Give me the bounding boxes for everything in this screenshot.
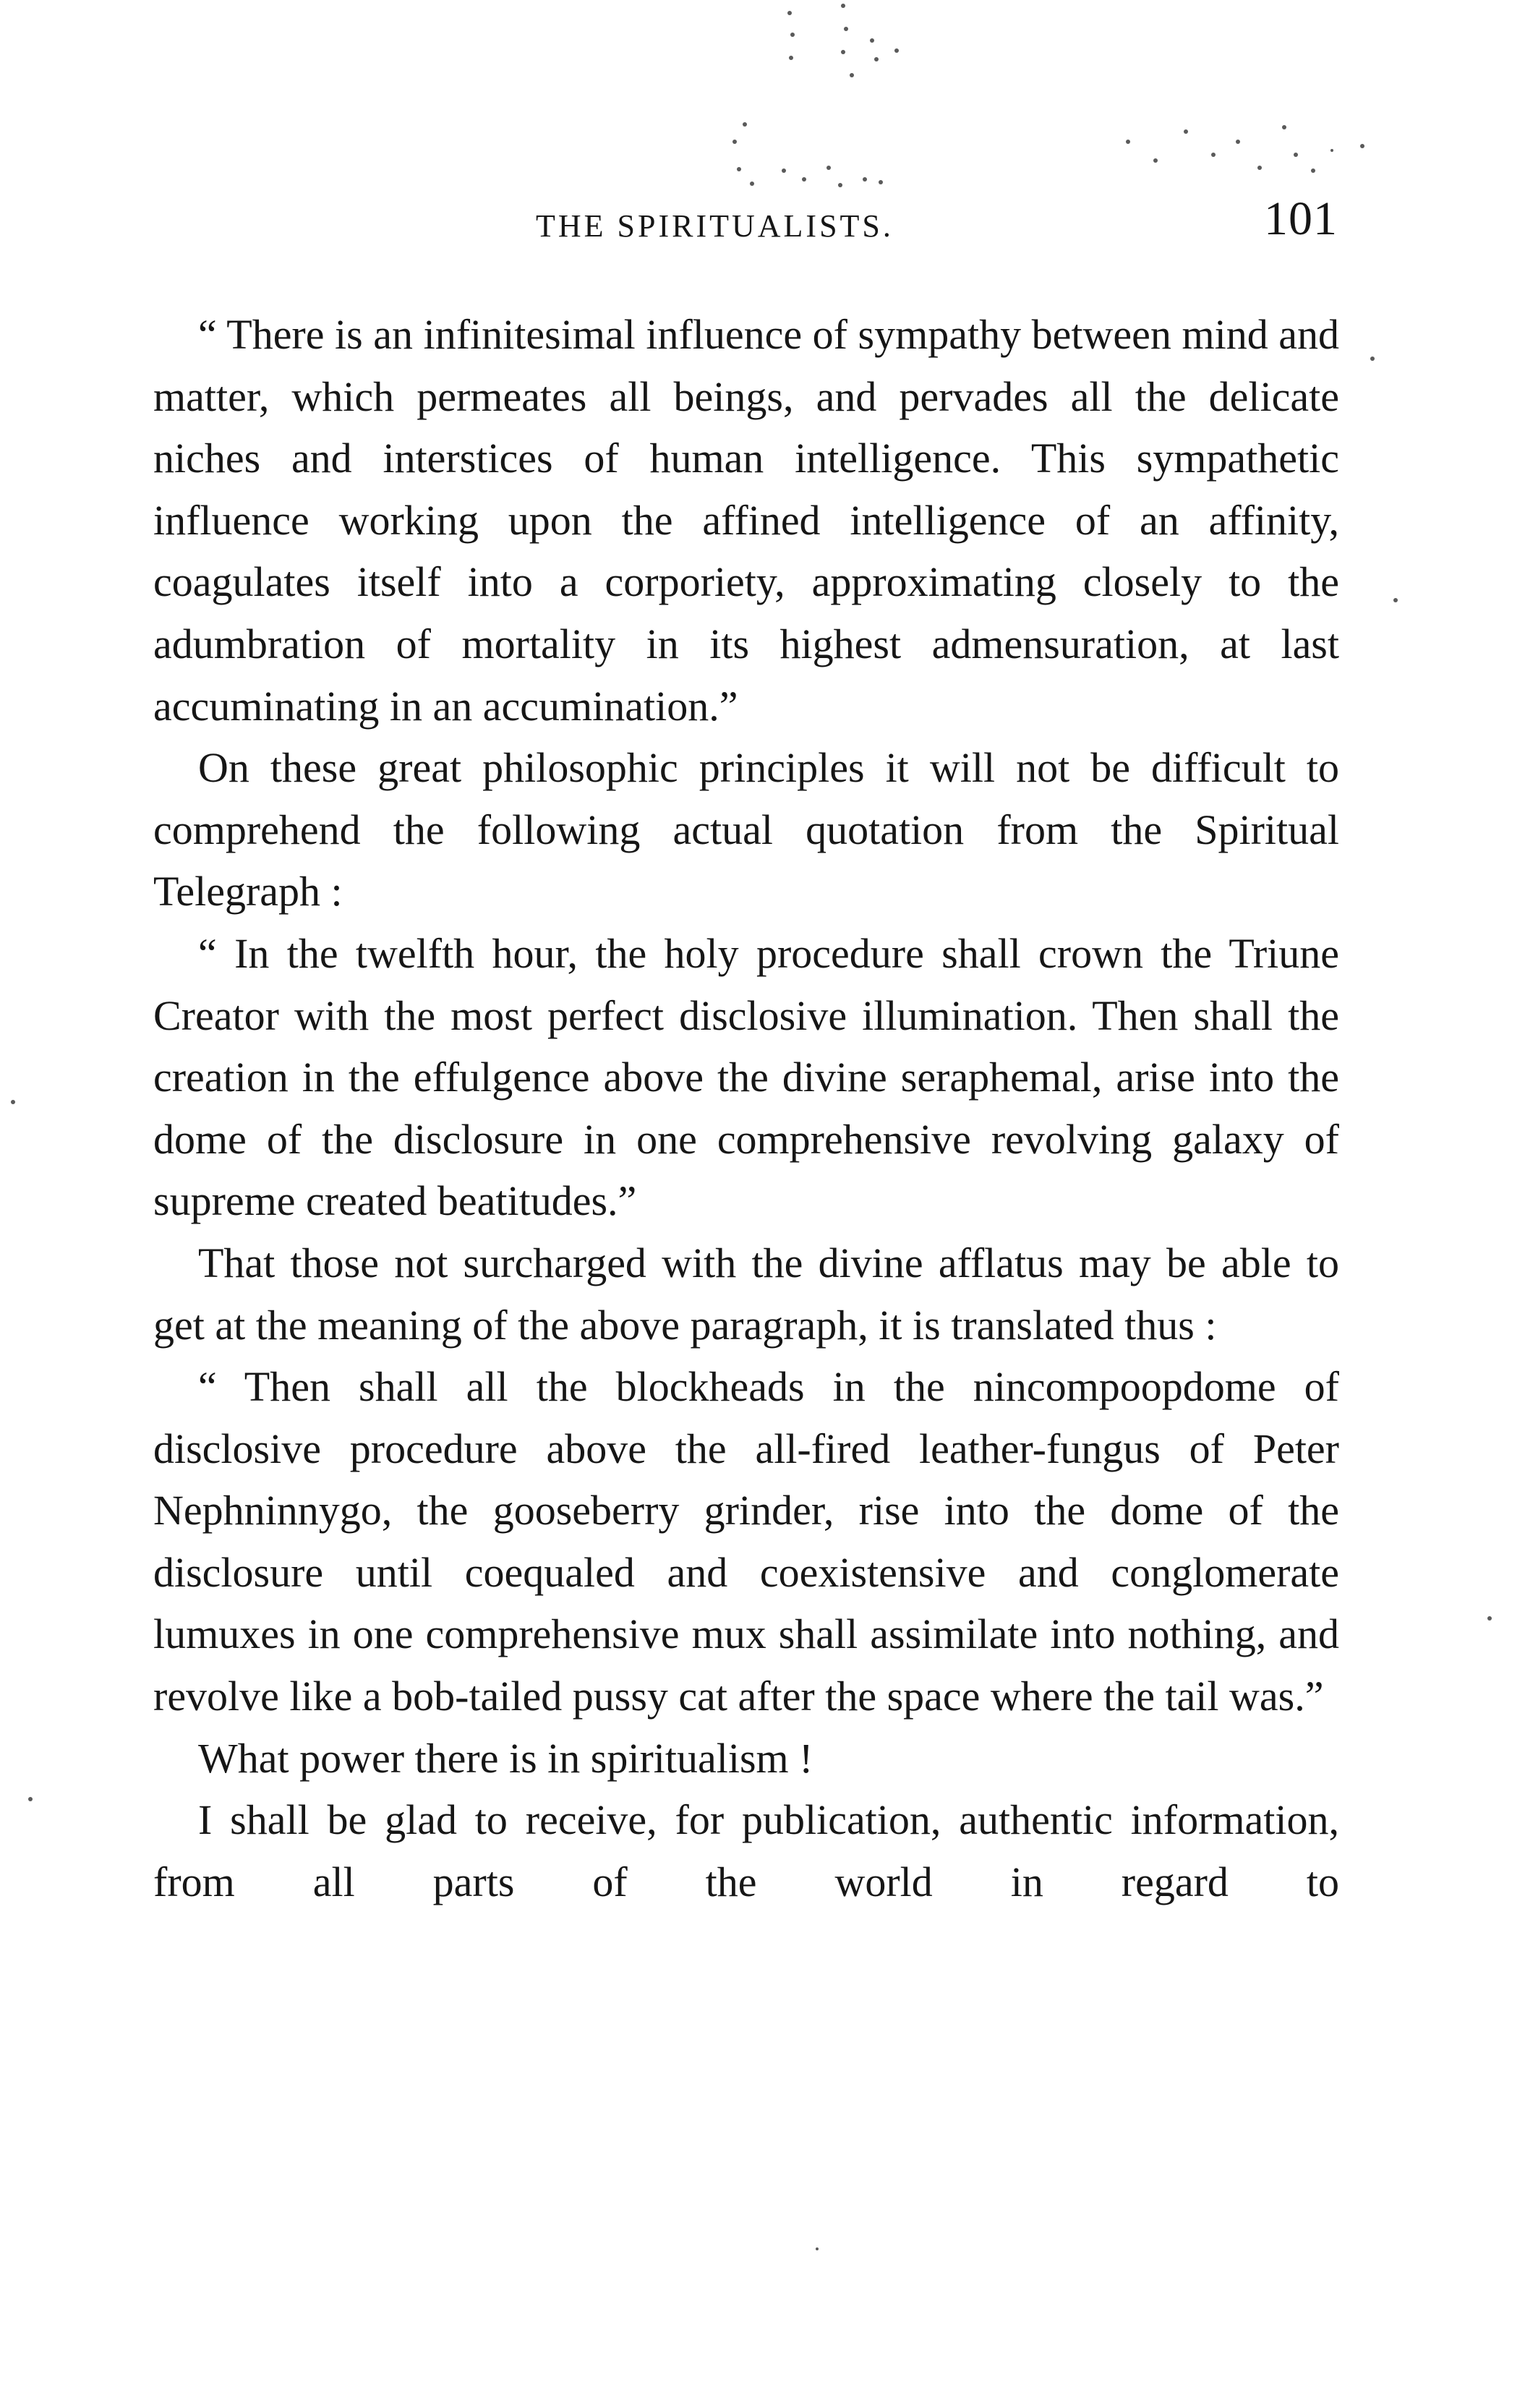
paragraph-translation-intro: That those not surcharged with the divine afflatus may be able to get at the meaning of the above paragraph, it is translated thus : (153, 1239, 1339, 1349)
paragraph-spiritualism-power: What power there is in spiritualism ! (198, 1734, 813, 1782)
paragraph-philosophic-principles: On these great philosophic principles it will not be difficult to comprehend the following actual quotation from the Spiritual Telegraph : (153, 744, 1339, 915)
body-text (153, 304, 1339, 1913)
paragraph-quote-sympathy: “ There is an infinitesimal influence of sympathy between mind and matter, which permeates all beings, and pervades all the delicate niches and interstices of human intelligence. This sympathetic influence working upon the affined intelligence of an affinity, coagulates itself into a corporiety, approximating closely to the adumbration of mortality in its highest admensuration, at last accuminating in an accumination.” (153, 311, 1339, 730)
paragraph-quote-blockheads: “ Then shall all the blockheads in the nincompoopdome of disclosive procedure above the all-fired leather-fungus of Peter Nephninnygo, the gooseberry grinder, rise into the dome of the disclosure until coequaled and coexistensive and conglomerate lumuxes in one comprehensive mux shall assimilate into nothing, and revolve like a bob-tailed pussy cat after the space where the tail was.” (153, 1363, 1339, 1720)
page-number: 101 (1264, 192, 1338, 245)
paragraph-publication-request: I shall be glad to receive, for publication, authentic information, from all parts of the world in regard to (153, 1796, 1339, 1905)
running-title: THE SPIRITUALISTS. (536, 208, 894, 244)
page-header (195, 192, 1338, 257)
paragraph-quote-twelfth-hour: “ In the twelfth hour, the holy procedure shall crown the Triune Creator with the most perfect disclosive illumination. Then shall the creation in the effulgence above the divine seraphemal, arise into the dome of the disclosure in one comprehensive revolving galaxy of supreme created beatitudes.” (153, 929, 1339, 1225)
